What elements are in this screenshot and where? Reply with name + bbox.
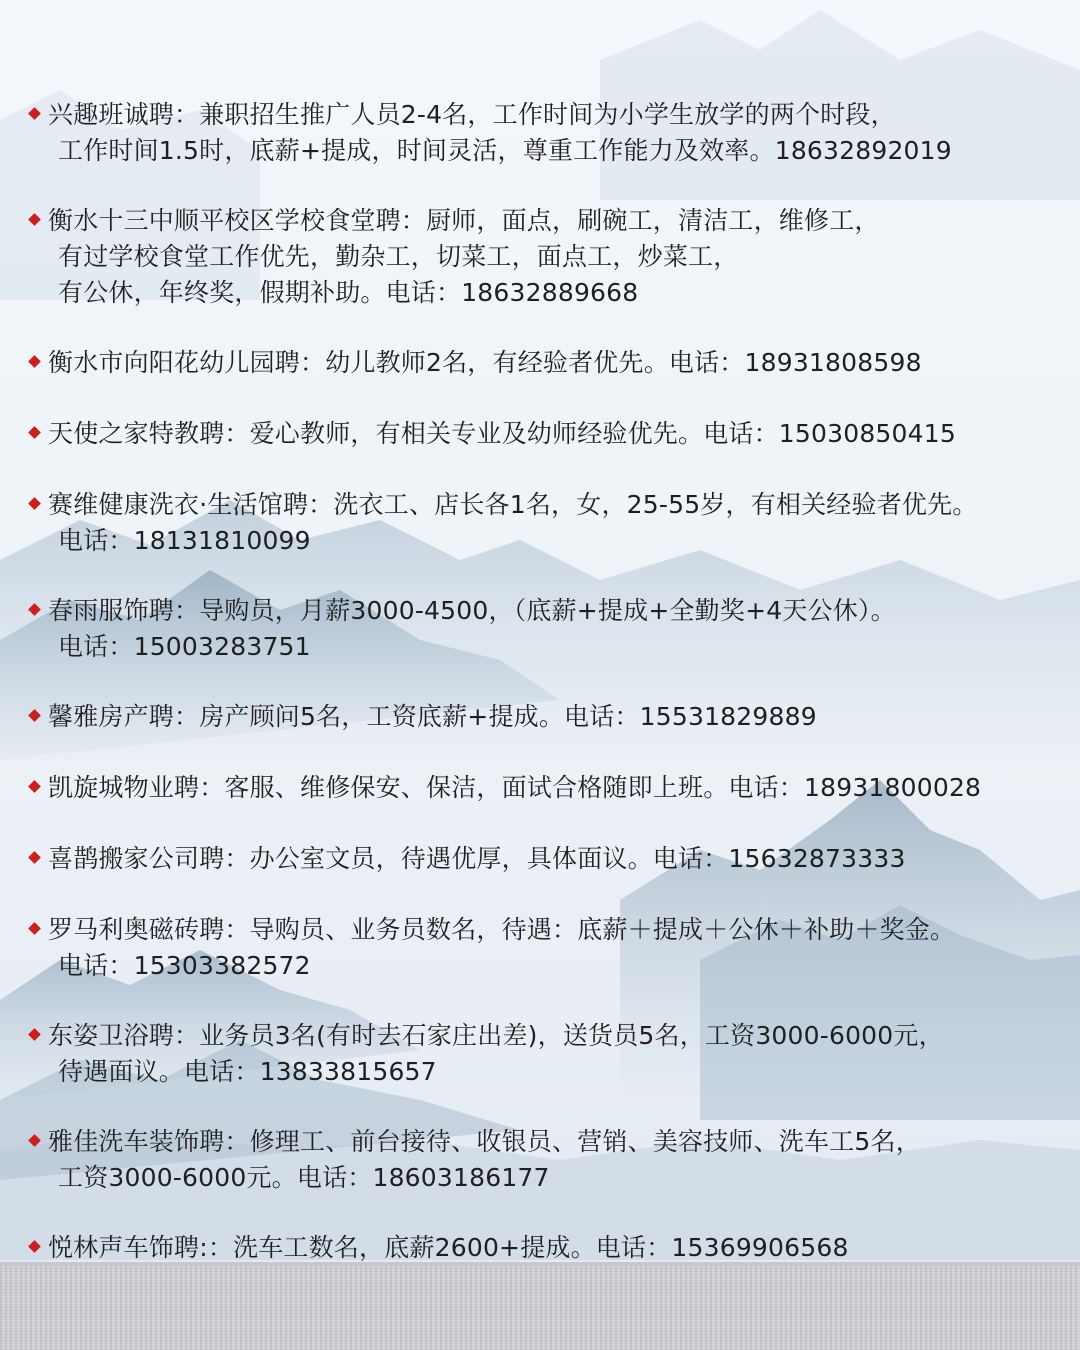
listing-item (30, 345, 1062, 381)
listing-line: 电话：15003283751 (58, 632, 311, 661)
listing-item (30, 841, 1062, 877)
listing-line: 衡水十三中顺平校区学校食堂聘：厨师，面点，刷碗工，清洁工，维修工， (48, 206, 880, 235)
listing-item (30, 912, 1062, 984)
listing-line: 罗马利奥磁砖聘：导购员、业务员数名，待遇：底薪＋提成＋公休＋补助＋奖金。 (48, 915, 956, 944)
listing-item (30, 593, 1062, 665)
listing-line: 待遇面议。电话：13833815657 (58, 1057, 437, 1086)
bottom-textured-band (0, 1262, 1080, 1350)
listing-line: 雅佳洗车装饰聘：修理工、前台接待、收银员、营销、美容技师、洗车工5名， (48, 1127, 921, 1156)
listing-item (30, 699, 1062, 735)
listing-line: 喜鹊搬家公司聘：办公室文员，待遇优厚，具体面议。电话：15632873333 (48, 844, 906, 873)
listing-item (30, 1018, 1062, 1090)
listing-line: 春雨服饰聘：导购员，月薪3000-4500，（底薪+提成+全勤奖+4天公休）。 (48, 596, 896, 625)
listing-line: 电话：15303382572 (58, 951, 311, 980)
listing-line: 电话：18131810099 (58, 526, 311, 555)
listing-item (30, 416, 1062, 452)
listing-item (30, 770, 1062, 806)
listing-line: 有过学校食堂工作优先，勤杂工，切菜工，面点工，炒菜工， (58, 242, 739, 271)
listing-line: 衡水市向阳花幼儿园聘：幼儿教师2名，有经验者优先。电话：18931808598 (48, 348, 922, 377)
listing-line: 工资3000-6000元。电话：18603186177 (58, 1163, 550, 1192)
listing-line: 悦林声车饰聘:：洗车工数名，底薪2600+提成。电话：15369906568 (48, 1233, 849, 1262)
listing-line: 兴趣班诚聘：兼职招生推广人员2-4名，工作时间为小学生放学的两个时段， (48, 100, 896, 129)
listing-item (30, 97, 1062, 169)
listing-item (30, 487, 1062, 559)
listing-item (30, 1230, 1062, 1266)
listing-line: 赛维健康洗衣·生活馆聘：洗衣工、店长各1名，女，25-55岁，有相关经验者优先。 (48, 490, 978, 519)
listing-line: 馨雅房产聘：房产顾问5名，工资底薪+提成。电话：15531829889 (48, 702, 817, 731)
listing-line: 有公休，年终奖，假期补助。电话：18632889668 (58, 278, 639, 307)
listing-item (30, 1124, 1062, 1196)
listing-line: 工作时间1.5时，底薪+提成，时间灵活，尊重工作能力及效率。18632892019 (58, 136, 952, 165)
listing-line: 凯旋城物业聘：客服、维修保安、保洁，面试合格随即上班。电话：18931800028 (48, 773, 982, 802)
listing-line: 天使之家特教聘：爱心教师，有相关专业及幼师经验优先。电话：15030850415 (48, 419, 956, 448)
listing-item (30, 203, 1062, 311)
listing-line: 东姿卫浴聘：业务员3名(有时去石家庄出差)，送货员5名，工资3000-6000元， (48, 1021, 944, 1050)
